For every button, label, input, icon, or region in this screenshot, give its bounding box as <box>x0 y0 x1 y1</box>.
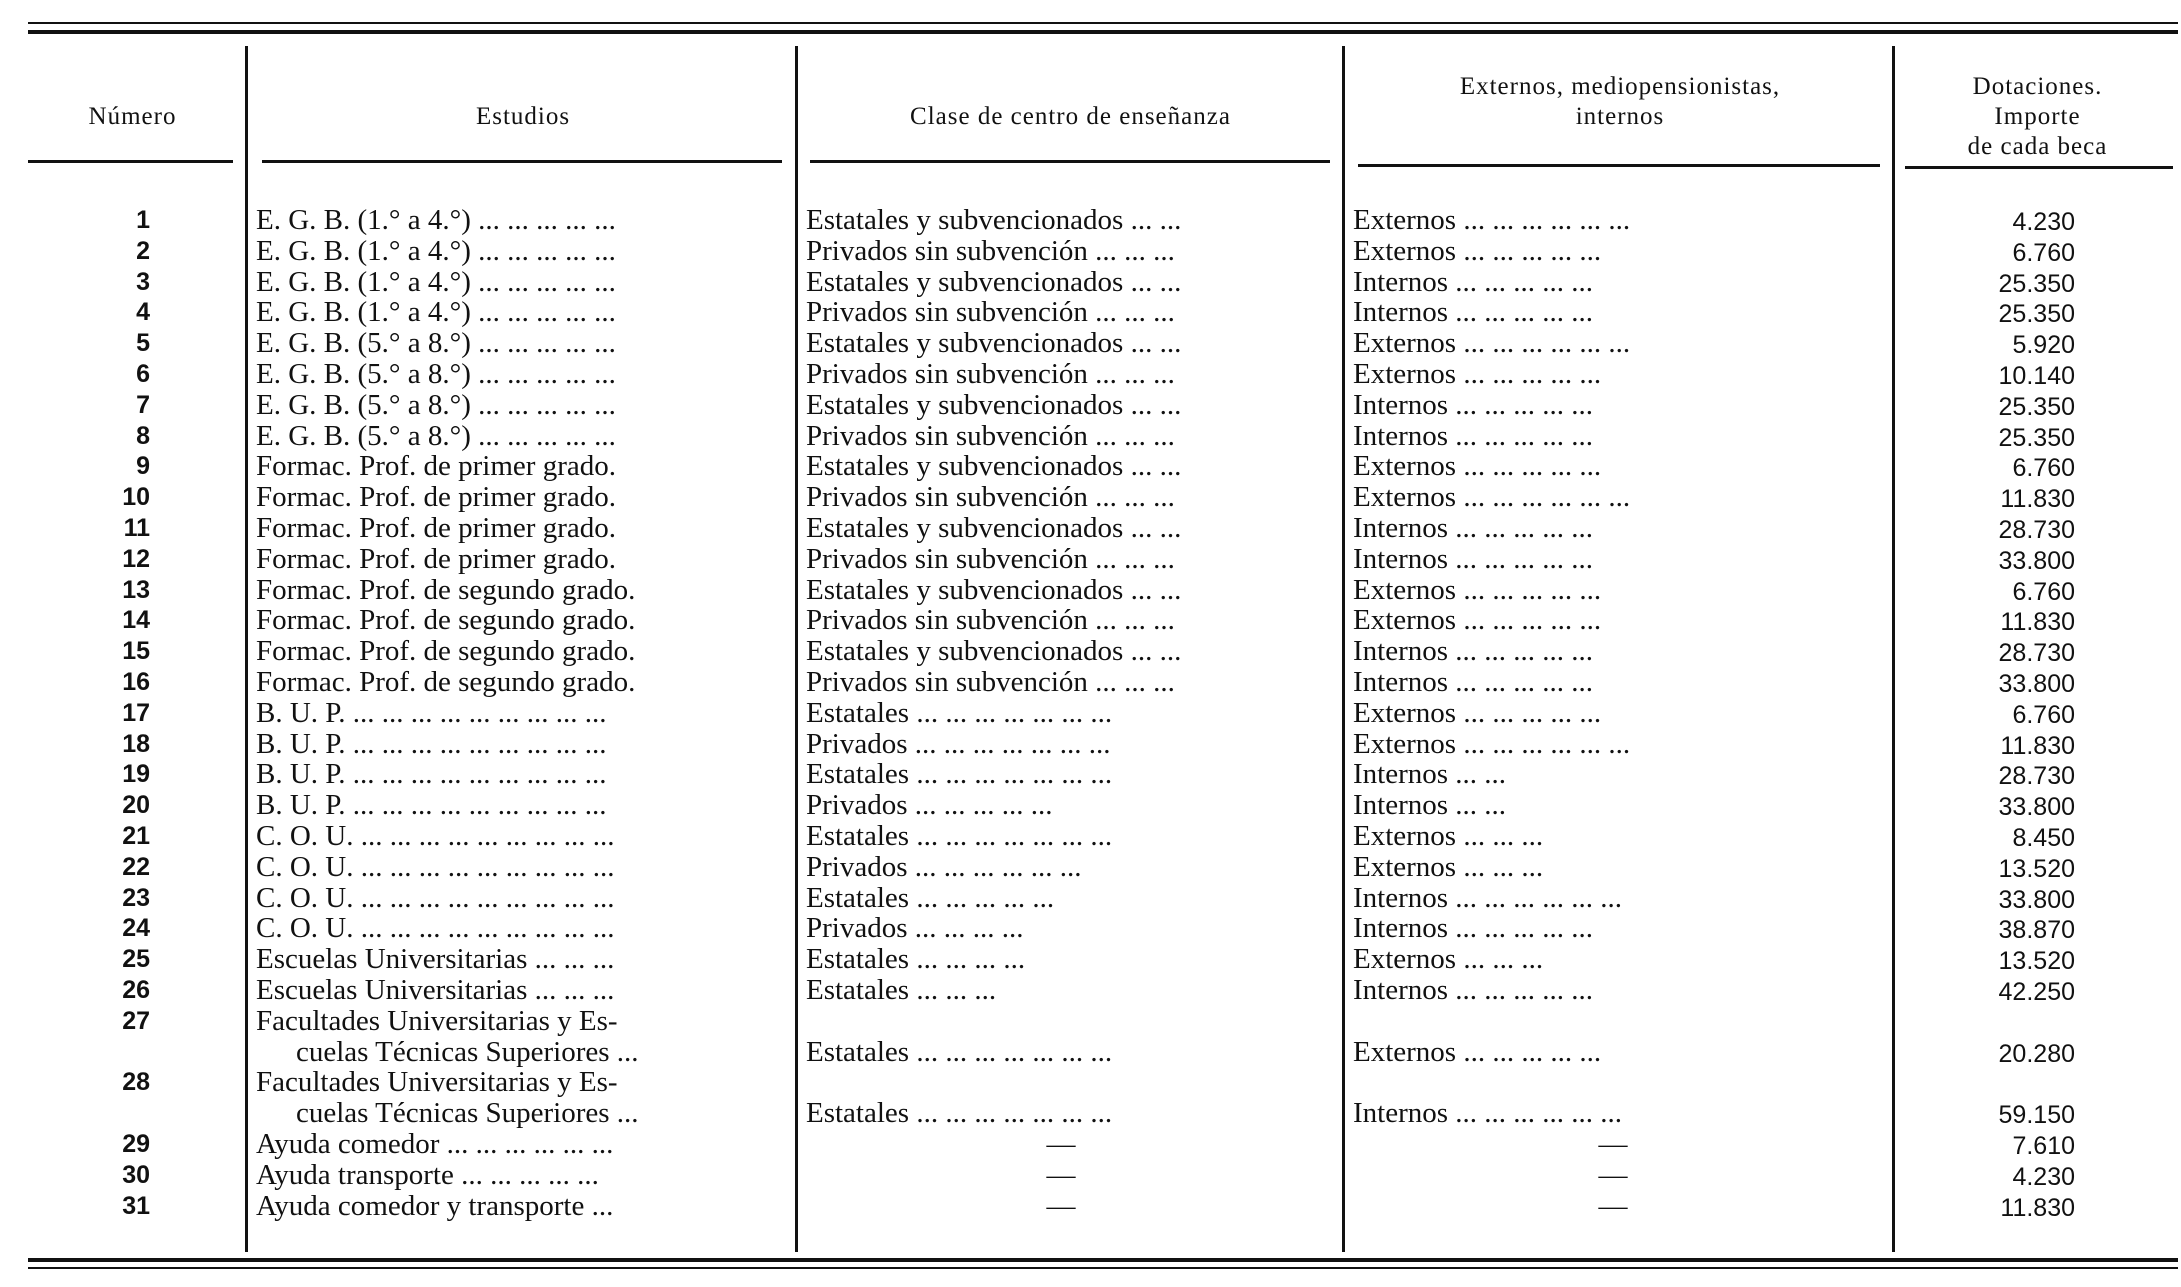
cell-clase: Estatales ... ... ... ... ... ... ... <box>806 821 1113 852</box>
cell-dotacion: 11.830 <box>2000 732 2075 760</box>
cell-numero: 9 <box>136 452 150 480</box>
table-row <box>0 513 2181 544</box>
cell-estudios: E. G. B. (1.° a 4.°) ... ... ... ... ... <box>256 236 616 267</box>
table-row <box>0 821 2181 852</box>
cell-dotacion: 33.800 <box>1998 670 2075 698</box>
cell-externos: Externos ... ... ... ... ... <box>1353 451 1602 482</box>
cell-estudios-line2: cuelas Técnicas Superiores ... <box>296 1036 639 1068</box>
cell-estudios: Ayuda comedor ... ... ... ... ... ... <box>256 1129 614 1160</box>
cell-dotacion: 13.520 <box>1998 947 2075 975</box>
table-row <box>0 1129 2181 1160</box>
cell-estudios: Escuelas Universitarias ... ... ... <box>256 975 615 1006</box>
cell-clase: Estatales ... ... ... ... <box>806 944 1026 975</box>
cell-numero: 21 <box>122 822 150 850</box>
cell-estudios: Formac. Prof. de primer grado. <box>256 482 616 513</box>
cell-dotacion: 28.730 <box>1998 516 2075 544</box>
cell-clase: Privados ... ... ... ... ... <box>806 790 1053 821</box>
header-estudios: Estudios <box>475 103 571 130</box>
cell-estudios: E. G. B. (1.° a 4.°) ... ... ... ... ... <box>256 267 616 298</box>
cell-estudios-line2: cuelas Técnicas Superiores ... <box>296 1097 639 1129</box>
cell-externos: Externos ... ... ... ... ... <box>1353 236 1602 267</box>
cell-dotacion: 42.250 <box>1998 978 2075 1006</box>
cell-clase: Estatales ... ... ... ... ... ... ... <box>806 698 1113 729</box>
cell-clase: Privados sin subvención ... ... ... <box>806 605 1175 636</box>
cell-estudios: Formac. Prof. de segundo grado. <box>256 605 636 636</box>
cell-estudios: B. U. P. ... ... ... ... ... ... ... ... ... <box>256 790 607 821</box>
cell-externos: Externos ... ... ... <box>1353 821 1544 852</box>
table-row <box>0 390 2181 421</box>
cell-externos: Externos ... ... ... ... ... <box>1353 698 1602 729</box>
bottom-rule-thick <box>28 1258 2178 1262</box>
cell-externos: Internos ... ... ... ... ... <box>1353 913 1594 944</box>
cell-clase: Estatales ... ... ... ... ... ... ... <box>806 759 1113 790</box>
table-row <box>0 1160 2181 1191</box>
table-row <box>0 790 2181 821</box>
cell-dotacion: 6.760 <box>2012 701 2075 729</box>
cell-clase: Privados sin subvención ... ... ... <box>806 544 1175 575</box>
cell-clase: Privados sin subvención ... ... ... <box>806 482 1175 513</box>
cell-externos: Externos ... ... ... ... ... <box>1353 1037 1602 1068</box>
cell-clase: Privados ... ... ... ... ... ... <box>806 852 1082 883</box>
cell-estudios: Formac. Prof. de primer grado. <box>256 451 616 482</box>
cell-numero: 8 <box>136 422 150 450</box>
cell-dotacion: 25.350 <box>1998 270 2075 298</box>
cell-estudios: C. O. U. ... ... ... ... ... ... ... ... ... <box>256 852 615 883</box>
cell-numero: 4 <box>136 298 150 326</box>
bottom-rule-thin <box>28 1267 2178 1269</box>
cell-clase: Privados sin subvención ... ... ... <box>806 359 1175 390</box>
cell-estudios: B. U. P. ... ... ... ... ... ... ... ... ... <box>256 759 607 790</box>
cell-dotacion: 8.450 <box>2012 824 2075 852</box>
cell-dotacion: 59.150 <box>1998 1101 2075 1129</box>
cell-externos: Internos ... ... ... ... ... <box>1353 667 1594 698</box>
table-row <box>0 451 2181 482</box>
cell-estudios: E. G. B. (5.° a 8.°) ... ... ... ... ... <box>256 359 616 390</box>
cell-clase: Estatales ... ... ... ... ... ... ... <box>806 1098 1113 1129</box>
cell-externos: Internos ... ... <box>1353 790 1507 821</box>
cell-clase: — <box>1046 1129 1076 1160</box>
cell-clase: Estatales ... ... ... ... ... <box>806 883 1055 914</box>
cell-numero: 17 <box>122 699 150 727</box>
cell-dotacion: 6.760 <box>2012 239 2075 267</box>
cell-externos: Internos ... ... ... ... ... <box>1353 975 1594 1006</box>
cell-clase: Estatales y subvencionados ... ... <box>806 328 1182 359</box>
cell-estudios <box>256 1067 781 1129</box>
cell-clase: Estatales ... ... ... <box>806 975 997 1006</box>
cell-numero: 20 <box>122 791 150 819</box>
cell-clase: — <box>1046 1160 1076 1191</box>
cell-externos: Internos ... ... ... ... ... <box>1353 421 1594 452</box>
cell-clase: Estatales y subvencionados ... ... <box>806 390 1182 421</box>
table-row <box>0 667 2181 698</box>
cell-clase: Estatales y subvencionados ... ... <box>806 205 1182 236</box>
table-row <box>0 913 2181 944</box>
header-clase: Clase de centro de enseñanza <box>910 103 1231 130</box>
cell-numero: 3 <box>136 268 150 296</box>
cell-clase: Estatales y subvencionados ... ... <box>806 513 1182 544</box>
cell-clase: Estatales y subvencionados ... ... <box>806 451 1182 482</box>
cell-estudios: E. G. B. (1.° a 4.°) ... ... ... ... ... <box>256 205 616 236</box>
table-row <box>0 1191 2181 1222</box>
cell-dotacion: 6.760 <box>2012 578 2075 606</box>
table-row <box>0 544 2181 575</box>
cell-externos: — <box>1598 1160 1628 1191</box>
table-row <box>0 328 2181 359</box>
cell-dotacion: 20.280 <box>1998 1040 2075 1068</box>
cell-numero: 25 <box>122 945 150 973</box>
cell-numero: 28 <box>122 1068 150 1096</box>
cell-numero: 18 <box>122 730 150 758</box>
cell-externos: — <box>1598 1129 1628 1160</box>
table-row <box>0 605 2181 636</box>
cell-numero: 12 <box>122 545 150 573</box>
cell-clase: Privados sin subvención ... ... ... <box>806 297 1175 328</box>
cell-estudios: E. G. B. (5.° a 8.°) ... ... ... ... ... <box>256 390 616 421</box>
cell-dotacion: 11.830 <box>2000 485 2075 513</box>
cell-dotacion: 4.230 <box>2012 208 2075 236</box>
cell-dotacion: 10.140 <box>1998 362 2075 390</box>
table-row <box>0 883 2181 914</box>
cell-numero: 27 <box>122 1007 150 1035</box>
table-row <box>0 1067 2181 1129</box>
cell-clase: Privados ... ... ... ... <box>806 913 1024 944</box>
cell-dotacion: 28.730 <box>1998 762 2075 790</box>
cell-numero: 2 <box>136 237 150 265</box>
top-rule-thick <box>28 30 2178 34</box>
cell-numero: 1 <box>136 206 150 234</box>
header-numero: Número <box>88 103 177 130</box>
cell-externos: Externos ... ... ... ... ... ... <box>1353 328 1631 359</box>
header-externos: Externos, mediopensionistas, internos <box>1459 73 1781 130</box>
cell-numero: 15 <box>122 637 150 665</box>
table-row <box>0 297 2181 328</box>
cell-numero: 11 <box>123 514 150 542</box>
cell-externos: Internos ... ... ... ... ... ... <box>1353 1098 1623 1129</box>
cell-externos: Externos ... ... ... ... ... <box>1353 605 1602 636</box>
cell-externos: Externos ... ... ... <box>1353 944 1544 975</box>
table-row <box>0 421 2181 452</box>
cell-numero: 10 <box>122 483 150 511</box>
cell-externos: Internos ... ... ... ... ... <box>1353 297 1594 328</box>
table-row <box>0 975 2181 1006</box>
header-underline-numero <box>28 160 233 163</box>
cell-numero: 24 <box>122 914 150 942</box>
cell-estudios: Ayuda transporte ... ... ... ... ... <box>256 1160 599 1191</box>
cell-numero: 19 <box>122 760 150 788</box>
table-row <box>0 1006 2181 1068</box>
cell-clase: Estatales ... ... ... ... ... ... ... <box>806 1037 1113 1068</box>
top-rule-thin <box>28 22 2178 24</box>
table-row <box>0 205 2181 236</box>
table-row <box>0 944 2181 975</box>
cell-externos: Internos ... ... <box>1353 759 1507 790</box>
cell-numero: 5 <box>136 329 150 357</box>
cell-dotacion: 33.800 <box>1998 547 2075 575</box>
table-row <box>0 236 2181 267</box>
cell-estudios: Ayuda comedor y transporte ... <box>256 1191 614 1222</box>
cell-numero: 23 <box>122 884 150 912</box>
cell-numero: 22 <box>122 853 150 881</box>
cell-estudios: E. G. B. (1.° a 4.°) ... ... ... ... ... <box>256 297 616 328</box>
table-row <box>0 852 2181 883</box>
table-row <box>0 636 2181 667</box>
cell-dotacion: 38.870 <box>1998 916 2075 944</box>
cell-numero: 31 <box>122 1192 150 1220</box>
table-row <box>0 359 2181 390</box>
cell-clase: Estatales y subvencionados ... ... <box>806 267 1182 298</box>
cell-numero: 26 <box>122 976 150 1004</box>
cell-dotacion: 25.350 <box>1998 300 2075 328</box>
cell-dotacion: 4.230 <box>2012 1163 2075 1191</box>
table-row <box>0 759 2181 790</box>
cell-numero: 16 <box>122 668 150 696</box>
cell-dotacion: 25.350 <box>1998 393 2075 421</box>
cell-clase: Privados ... ... ... ... ... ... ... <box>806 729 1111 760</box>
cell-externos: Externos ... ... ... ... ... ... <box>1353 482 1631 513</box>
cell-estudios: Formac. Prof. de primer grado. <box>256 544 616 575</box>
cell-numero: 13 <box>122 576 150 604</box>
cell-clase: Estatales y subvencionados ... ... <box>806 636 1182 667</box>
cell-clase: Privados sin subvención ... ... ... <box>806 667 1175 698</box>
cell-clase: Estatales y subvencionados ... ... <box>806 575 1182 606</box>
cell-numero: 7 <box>136 391 150 419</box>
table-row <box>0 698 2181 729</box>
header-underline-estudios <box>262 160 782 163</box>
cell-dotacion: 28.730 <box>1998 639 2075 667</box>
cell-clase: Privados sin subvención ... ... ... <box>806 236 1175 267</box>
table-row <box>0 482 2181 513</box>
cell-externos: Internos ... ... ... ... ... <box>1353 544 1594 575</box>
cell-externos: — <box>1598 1191 1628 1222</box>
cell-estudios: Formac. Prof. de segundo grado. <box>256 636 636 667</box>
cell-estudios: Formac. Prof. de segundo grado. <box>256 667 636 698</box>
cell-estudios-line1: Facultades Universitarias y Es- <box>256 1067 618 1098</box>
cell-dotacion: 5.920 <box>2012 331 2075 359</box>
table-row <box>0 267 2181 298</box>
cell-numero: 29 <box>122 1130 150 1158</box>
cell-externos: Externos ... ... ... ... ... ... <box>1353 205 1631 236</box>
cell-numero: 30 <box>122 1161 150 1189</box>
header-underline-dotaciones <box>1905 166 2173 169</box>
cell-estudios: B. U. P. ... ... ... ... ... ... ... ... ... <box>256 729 607 760</box>
cell-dotacion: 25.350 <box>1998 424 2075 452</box>
cell-dotacion: 11.830 <box>2000 608 2075 636</box>
cell-dotacion: 33.800 <box>1998 886 2075 914</box>
cell-externos: Externos ... ... ... ... ... <box>1353 359 1602 390</box>
cell-numero: 14 <box>122 606 150 634</box>
header-underline-clase <box>810 160 1330 163</box>
table-row <box>0 575 2181 606</box>
cell-estudios-line1: Facultades Universitarias y Es- <box>256 1006 618 1037</box>
cell-numero: 6 <box>136 360 150 388</box>
cell-estudios: C. O. U. ... ... ... ... ... ... ... ... ... <box>256 913 615 944</box>
cell-clase: Privados sin subvención ... ... ... <box>806 421 1175 452</box>
cell-dotacion: 11.830 <box>2000 1194 2075 1222</box>
cell-externos: Internos ... ... ... ... ... <box>1353 636 1594 667</box>
cell-dotacion: 33.800 <box>1998 793 2075 821</box>
table-row <box>0 729 2181 760</box>
cell-externos: Internos ... ... ... ... ... <box>1353 513 1594 544</box>
cell-clase: — <box>1046 1191 1076 1222</box>
cell-externos: Internos ... ... ... ... ... <box>1353 267 1594 298</box>
cell-estudios: B. U. P. ... ... ... ... ... ... ... ... ... <box>256 698 607 729</box>
cell-estudios: E. G. B. (5.° a 8.°) ... ... ... ... ... <box>256 421 616 452</box>
cell-dotacion: 13.520 <box>1998 855 2075 883</box>
cell-externos: Externos ... ... ... ... ... ... <box>1353 729 1631 760</box>
cell-estudios: Formac. Prof. de primer grado. <box>256 513 616 544</box>
cell-estudios: C. O. U. ... ... ... ... ... ... ... ... ... <box>256 883 615 914</box>
cell-dotacion: 7.610 <box>2012 1132 2075 1160</box>
cell-externos: Externos ... ... ... <box>1353 852 1544 883</box>
cell-dotacion: 6.760 <box>2012 454 2075 482</box>
cell-estudios: C. O. U. ... ... ... ... ... ... ... ... ... <box>256 821 615 852</box>
cell-externos: Internos ... ... ... ... ... <box>1353 390 1594 421</box>
cell-estudios: E. G. B. (5.° a 8.°) ... ... ... ... ... <box>256 328 616 359</box>
cell-estudios: Formac. Prof. de segundo grado. <box>256 575 636 606</box>
cell-externos: Internos ... ... ... ... ... ... <box>1353 883 1623 914</box>
cell-estudios: Escuelas Universitarias ... ... ... <box>256 944 615 975</box>
cell-externos: Externos ... ... ... ... ... <box>1353 575 1602 606</box>
header-dotaciones: Dotaciones. Importe de cada beca <box>1967 73 2108 160</box>
header-underline-externos <box>1358 164 1880 167</box>
cell-estudios <box>256 1006 781 1068</box>
